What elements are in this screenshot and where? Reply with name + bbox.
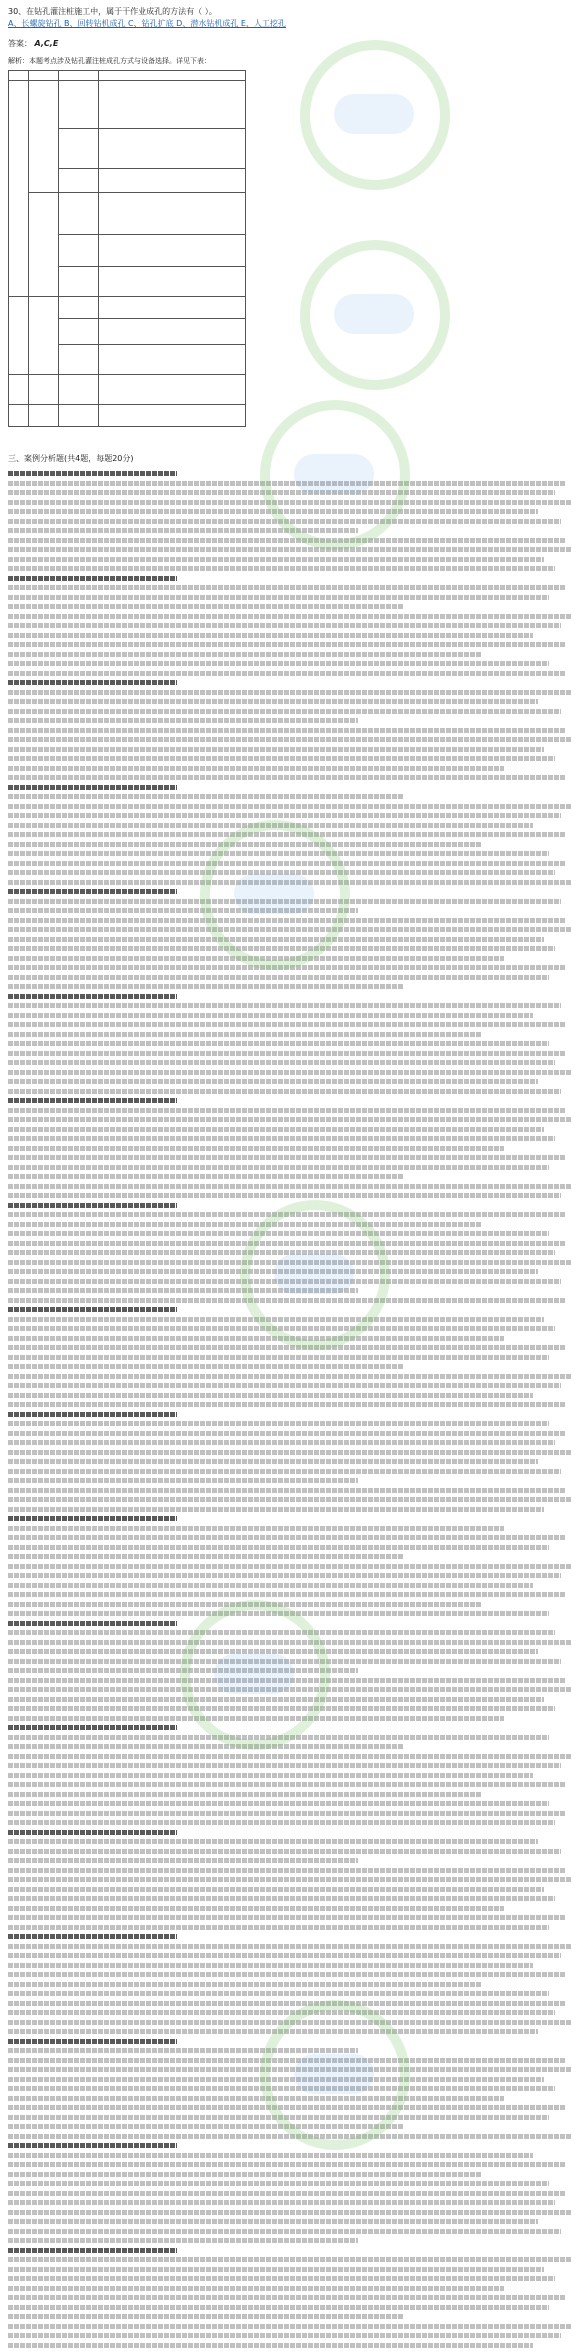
text-line	[8, 899, 561, 904]
text-line	[8, 595, 549, 600]
text-line	[8, 2286, 504, 2291]
text-line	[8, 519, 561, 524]
text-line	[8, 1858, 358, 1863]
table-cell	[29, 193, 59, 297]
table-cell	[99, 297, 246, 319]
text-line	[8, 1972, 566, 1977]
text-line	[8, 1355, 549, 1360]
text-line	[8, 1269, 538, 1274]
text-line	[8, 1288, 358, 1293]
text-line	[8, 1098, 177, 1103]
text-line	[8, 2086, 555, 2091]
text-line	[8, 1060, 555, 1065]
text-line	[8, 927, 572, 932]
text-line	[8, 1592, 566, 1597]
table-row	[9, 81, 246, 129]
table-cell	[29, 375, 59, 405]
table-cell	[99, 319, 246, 345]
text-line	[8, 1602, 482, 1607]
text-line	[8, 2115, 549, 2120]
table-cell	[9, 375, 29, 405]
text-line	[8, 889, 177, 894]
text-line	[8, 1640, 572, 1645]
text-line	[8, 1659, 561, 1664]
text-line	[8, 2001, 566, 2006]
text-line	[8, 2248, 177, 2253]
text-line	[8, 1307, 177, 1312]
text-line	[8, 1317, 544, 1322]
table-cell	[59, 71, 99, 81]
text-line	[8, 680, 177, 685]
text-line	[8, 1469, 561, 1474]
table-cell	[59, 169, 99, 193]
text-line	[8, 937, 544, 942]
text-line	[8, 1345, 566, 1350]
text-line	[8, 1649, 538, 1654]
text-line	[8, 1953, 561, 1958]
text-line	[8, 1117, 572, 1122]
text-line	[8, 709, 561, 714]
text-line	[8, 1773, 533, 1778]
text-line	[8, 1516, 177, 1521]
text-line	[8, 604, 403, 609]
text-line	[8, 804, 572, 809]
table-cell	[9, 71, 29, 81]
text-line	[8, 1991, 549, 1996]
text-line	[8, 623, 561, 628]
text-line	[8, 1393, 533, 1398]
methods-table-body	[9, 71, 246, 427]
table-cell	[9, 297, 29, 375]
text-line	[8, 1564, 572, 1569]
text-line	[8, 1402, 566, 1407]
text-line	[8, 2267, 544, 2272]
text-line	[8, 1668, 358, 1673]
table-cell	[59, 297, 99, 319]
table-cell	[99, 267, 246, 297]
answer-text-block	[8, 471, 572, 2352]
text-line	[8, 1526, 504, 1531]
table-cell	[59, 319, 99, 345]
text-line	[8, 566, 555, 571]
table-cell	[99, 71, 246, 81]
text-line	[8, 965, 566, 970]
text-line	[8, 1279, 561, 1284]
text-line	[8, 2067, 572, 2072]
text-line	[8, 642, 566, 647]
table-cell	[99, 235, 246, 267]
text-line	[8, 1754, 572, 1759]
text-line	[8, 2257, 572, 2262]
text-line	[8, 785, 177, 790]
text-line	[8, 1184, 572, 1189]
text-line	[8, 2058, 566, 2063]
text-line	[8, 728, 566, 733]
table-row	[9, 405, 246, 427]
answer-line	[8, 38, 572, 50]
table-cell	[99, 129, 246, 169]
text-line	[8, 2295, 566, 2300]
text-line	[8, 490, 555, 495]
text-line	[8, 1744, 403, 1749]
text-line	[8, 1801, 549, 1806]
text-line	[8, 1383, 561, 1388]
text-line	[8, 1915, 566, 1920]
text-line	[8, 547, 572, 552]
text-line	[8, 2343, 533, 2348]
question-options[interactable]: A、长螺旋钻孔 B、回转钻机成孔 C、钻孔扩底 D、潜水钻机成孔 E、人工挖孔	[8, 19, 286, 28]
watermark-inner	[334, 94, 414, 134]
text-line	[8, 671, 566, 676]
text-line	[8, 1554, 403, 1559]
text-line	[8, 2219, 538, 2224]
text-line	[8, 2172, 482, 2177]
text-line	[8, 1687, 572, 1692]
text-line	[8, 1735, 549, 1740]
text-line	[8, 1336, 504, 1341]
text-line	[8, 1507, 544, 1512]
text-line	[8, 1478, 358, 1483]
text-line	[8, 1782, 566, 1787]
text-line	[8, 1089, 561, 1094]
answer-value: A,C,E	[34, 39, 59, 48]
text-line	[8, 2105, 566, 2110]
text-line	[8, 1298, 566, 1303]
text-line	[8, 2191, 566, 2196]
text-line	[8, 1260, 572, 1265]
text-line	[8, 1041, 549, 1046]
text-line	[8, 500, 572, 505]
text-line	[8, 1678, 566, 1683]
text-line	[8, 1497, 572, 1502]
text-line	[8, 1982, 482, 1987]
text-line	[8, 1697, 544, 1702]
text-line	[8, 1849, 561, 1854]
text-line	[8, 528, 358, 533]
text-line	[8, 1079, 538, 1084]
text-line	[8, 1887, 544, 1892]
text-line	[8, 2238, 358, 2243]
question-title: 30、在钻孔灌注桩施工中，属于干作业成孔的方法有（ ）。	[8, 7, 217, 16]
text-line	[8, 956, 504, 961]
text-line	[8, 1193, 561, 1198]
text-line	[8, 1944, 572, 1949]
text-line	[8, 2143, 177, 2148]
text-line	[8, 1412, 177, 1417]
text-line	[8, 832, 566, 837]
text-line	[8, 1127, 544, 1132]
text-line	[8, 1250, 555, 1255]
text-line	[8, 585, 566, 590]
text-line	[8, 1611, 549, 1616]
text-line	[8, 2276, 555, 2281]
text-line	[8, 851, 549, 856]
text-line	[8, 2305, 549, 2310]
text-line	[8, 870, 555, 875]
text-line	[8, 2200, 555, 2205]
text-line	[8, 1013, 533, 1018]
explanation-head: 解析：本题考点涉及钻孔灌注桩成孔方式与设备选择。详见下表：	[8, 57, 211, 65]
text-line	[8, 1212, 566, 1217]
table-cell	[59, 345, 99, 375]
table-cell	[9, 81, 29, 297]
text-line	[8, 994, 177, 999]
text-line	[8, 1155, 566, 1160]
text-line	[8, 2333, 561, 2338]
text-line	[8, 737, 572, 742]
text-line	[8, 813, 561, 818]
table-cell	[29, 297, 59, 375]
text-line	[8, 690, 572, 695]
text-line	[8, 1203, 177, 1208]
text-line	[8, 908, 358, 913]
text-line	[8, 842, 482, 847]
text-line	[8, 1621, 177, 1626]
text-line	[8, 1706, 555, 1711]
table-cell	[99, 169, 246, 193]
section3-title: 三、案例分析题(共4题，每题20分)	[8, 454, 134, 463]
table-cell	[59, 81, 99, 129]
text-line	[8, 2314, 403, 2319]
text-line	[8, 1165, 549, 1170]
text-line	[8, 2124, 403, 2129]
text-line	[8, 1364, 403, 1369]
table-cell	[29, 81, 59, 193]
methods-table	[8, 70, 246, 427]
text-line	[8, 1051, 566, 1056]
text-line	[8, 2029, 538, 2034]
text-line	[8, 1022, 566, 1027]
table-cell	[29, 405, 59, 427]
table-row	[9, 71, 246, 81]
text-line	[8, 1839, 538, 1844]
table-cell	[9, 405, 29, 427]
text-line	[8, 1431, 566, 1436]
text-line	[8, 756, 555, 761]
text-line	[8, 766, 504, 771]
text-line	[8, 1820, 555, 1825]
text-line	[8, 1877, 572, 1882]
text-line	[8, 1032, 482, 1037]
text-line	[8, 861, 566, 866]
table-cell	[59, 235, 99, 267]
table-cell	[59, 267, 99, 297]
table-cell	[59, 193, 99, 235]
text-line	[8, 918, 566, 923]
text-line	[8, 1630, 555, 1635]
text-line	[8, 2096, 504, 2101]
text-line	[8, 794, 403, 799]
text-line	[8, 1963, 533, 1968]
text-line	[8, 880, 572, 885]
text-line	[8, 1222, 482, 1227]
table-cell	[99, 345, 246, 375]
table-cell	[59, 375, 99, 405]
text-line	[8, 1421, 549, 1426]
text-line	[8, 1231, 549, 1236]
text-line	[8, 1450, 572, 1455]
table-cell	[59, 405, 99, 427]
text-line	[8, 2020, 572, 2025]
text-line	[8, 1440, 555, 1445]
text-line	[8, 1573, 561, 1578]
table-cell	[99, 81, 246, 129]
text-line	[8, 975, 549, 980]
answer-label: 答案：	[8, 39, 32, 48]
text-line	[8, 1108, 566, 1113]
text-line	[8, 747, 544, 752]
text-line	[8, 2162, 566, 2167]
text-line	[8, 2077, 544, 2082]
text-line	[8, 633, 533, 638]
text-line	[8, 2048, 358, 2053]
text-line	[8, 576, 177, 581]
watermark-inner	[334, 294, 414, 334]
text-line	[8, 1934, 177, 1939]
table-cell	[99, 405, 246, 427]
text-line	[8, 614, 572, 619]
text-line	[8, 1136, 555, 1141]
text-line	[8, 823, 533, 828]
text-line	[8, 509, 538, 514]
text-line	[8, 1174, 403, 1179]
text-line	[8, 2039, 177, 2044]
text-line	[8, 1003, 561, 1008]
text-line	[8, 1725, 177, 1730]
table-cell	[59, 129, 99, 169]
text-line	[8, 2153, 533, 2158]
text-line	[8, 1716, 504, 1721]
table-row	[9, 375, 246, 405]
text-line	[8, 538, 566, 543]
text-line	[8, 2010, 555, 2015]
text-line	[8, 699, 538, 704]
text-line	[8, 1868, 566, 1873]
text-line	[8, 1763, 561, 1768]
text-line	[8, 1374, 572, 1379]
text-line	[8, 1326, 555, 1331]
table-cell	[99, 375, 246, 405]
text-line	[8, 1792, 482, 1797]
text-line	[8, 2210, 572, 2215]
text-line	[8, 1241, 566, 1246]
text-line	[8, 984, 403, 989]
text-line	[8, 471, 177, 476]
text-line	[8, 946, 555, 951]
text-line	[8, 2134, 572, 2139]
text-line	[8, 652, 482, 657]
text-line	[8, 1545, 549, 1550]
text-line	[8, 1925, 549, 1930]
text-line	[8, 1146, 504, 1151]
text-line	[8, 1459, 538, 1464]
text-line	[8, 481, 566, 486]
text-line	[8, 2229, 561, 2234]
text-line	[8, 1906, 504, 1911]
text-line	[8, 718, 358, 723]
text-line	[8, 2324, 572, 2329]
watermark-logo-icon	[300, 240, 450, 390]
table-cell	[99, 193, 246, 235]
text-line	[8, 1811, 566, 1816]
text-line	[8, 557, 544, 562]
text-line	[8, 1535, 566, 1540]
text-line	[8, 2181, 549, 2186]
text-line	[8, 1070, 572, 1075]
text-line	[8, 775, 566, 780]
table-row	[9, 193, 246, 235]
text-line	[8, 1830, 177, 1835]
text-line	[8, 1488, 566, 1493]
table-cell	[29, 71, 59, 81]
text-line	[8, 1896, 555, 1901]
table-row	[9, 297, 246, 319]
text-line	[8, 1583, 533, 1588]
text-line	[8, 661, 549, 666]
